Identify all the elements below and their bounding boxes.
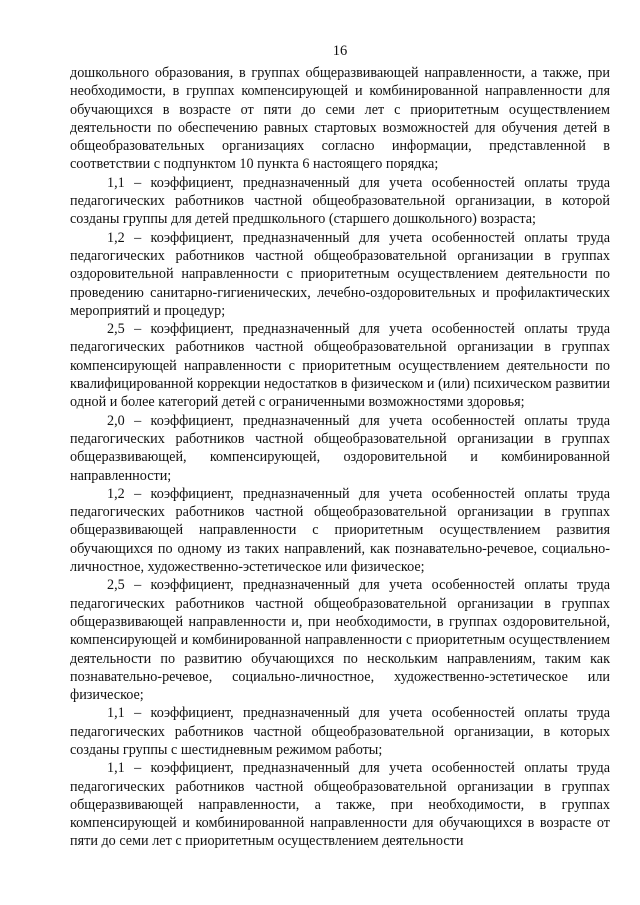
paragraph-coefficient-preschool-groups: 1,1 – коэффициент, предназначенный для учета особенностей оплаты труда педагогических работников частной общеобразовательной организации, в которой созданы группы для детей предшкольного (старшего дошкольного) возраста; — [70, 174, 610, 228]
paragraph-coefficient-multiple-directions: 2,5 – коэффициент, предназначенный для учета особенностей оплаты труда педагогических работников частной общеобразовательной организации в группах общеразвивающей направленности и, при необходимости, в группах оздоровительной, компенсирующей и комбинированной направленности с приоритетным осуществлением деятельности по развитию обучающихся по нескольким направлениям, таким как познавательно-речевое, социально-личностное, художественно-эстетическое или физическое; — [70, 577, 610, 704]
paragraph-continuation: дошкольного образования, в группах общеразвивающей направленности, а также, при необходимости, в группах компенсирующей и комбинированной направленности для обучающихся в возрасте от пяти до семи лет с приоритетным осуществлением деятельности по обеспечению равных стартовых возможностей для обучения детей в общеобразовательных организациях согласно информации, представленной в соответствии с подпунктом 10 пункта 6 настоящего порядка; — [70, 65, 610, 173]
paragraph-coefficient-combined-groups: 2,0 – коэффициент, предназначенный для учета особенностей оплаты труда педагогических работников частной общеобразовательной организации в группах общеразвивающей, компенсирующей, оздоровительной и комбинированной направленности; — [70, 412, 610, 484]
paragraph-coefficient-age-five-to-seven: 1,1 – коэффициент, предназначенный для учета особенностей оплаты труда педагогических работников частной общеобразовательной организации в группах общеразвивающей направленности, а также, при необходимости, в группах компенсирующей и комбинированной направленности для обучающихся в возрасте от пяти до семи лет с приоритетным осуществлением деятельности — [70, 760, 610, 850]
paragraph-coefficient-compensating-groups: 2,5 – коэффициент, предназначенный для учета особенностей оплаты труда педагогических работников частной общеобразовательной организации в группах компенсирующей направленности с приоритетным осуществлением деятельности по квалифицированной коррекции недостатков в физическом и (или) психическом развитии одной и более категорий детей с ограниченными возможностями здоровья; — [70, 321, 610, 411]
paragraph-coefficient-six-day-groups: 1,1 – коэффициент, предназначенный для учета особенностей оплаты труда педагогических работников частной общеобразовательной организации, в которых созданы группы с шестидневным режимом работы; — [70, 705, 610, 758]
page-number: 16 — [332, 43, 348, 59]
paragraph-coefficient-health-groups: 1,2 – коэффициент, предназначенный для учета особенностей оплаты труда педагогических работников частной общеобразовательной организации в группах оздоровительной направленности с приоритетным осуществлением деятельности по проведению санитарно-гигиенических, лечебно-оздоровительных и профилактических мероприятий и процедур; — [70, 229, 610, 319]
paragraph-coefficient-single-direction: 1,2 – коэффициент, предназначенный для учета особенностей оплаты труда педагогических работников частной общеобразовательной организации в группах общеразвивающей направленности с приоритетным осуществлением развития обучающихся по одному из таких направлений, как познавательно-речевое, социально-личностное, художественно-эстетическое или физическое; — [70, 485, 610, 576]
